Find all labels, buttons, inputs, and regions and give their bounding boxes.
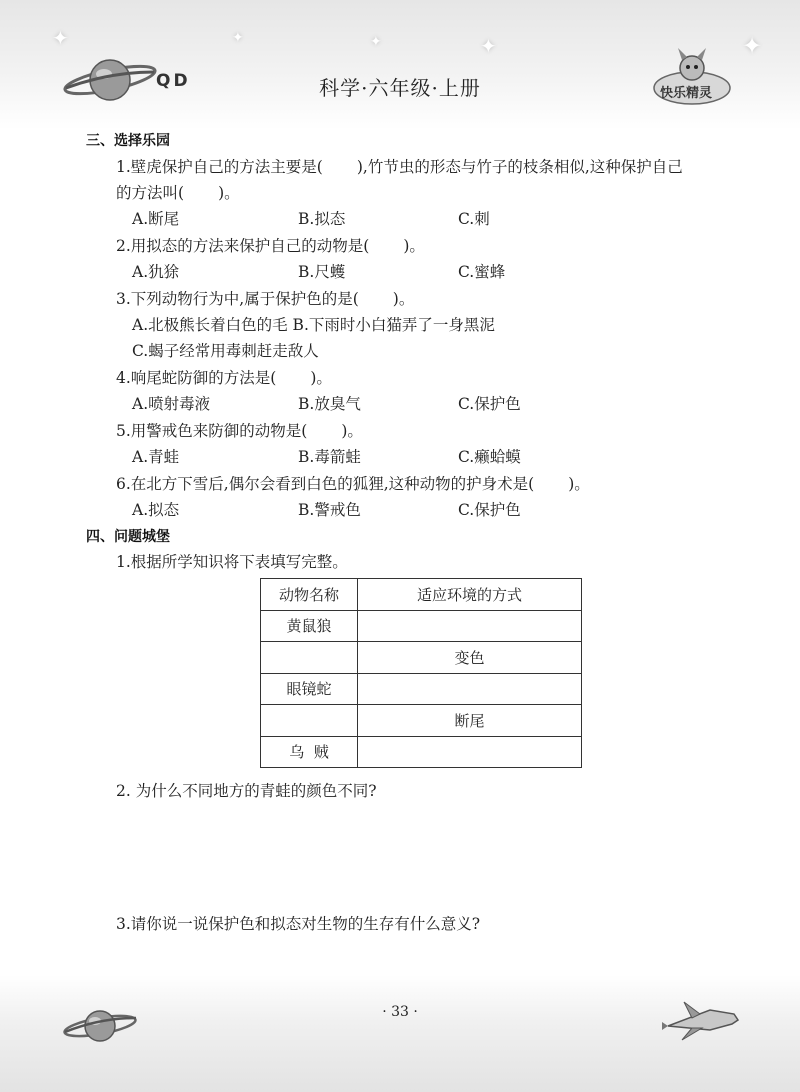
table-cell [261,642,358,674]
edition-label: QD [156,71,191,91]
table-header-animal: 动物名称 [261,579,358,611]
table-cell [261,705,358,737]
option-b: B.尺蠖 [298,263,346,281]
option-c: C.保护色 [458,395,521,413]
table-row [261,610,582,642]
question-6: 6.在北方下雪后,偶尔会看到白色的狐狸,这种动物的护身术是( )。 [116,475,590,493]
option-b: B.拟态 [298,210,346,228]
table-row [261,736,582,768]
option-c: C.癞蛤蟆 [458,448,521,466]
option-a: A.犰狳 [132,263,180,281]
table-cell: 乌 贼 [261,736,358,768]
table-cell [358,610,582,642]
question-2: 2.用拟态的方法来保护自己的动物是( )。 [116,237,425,255]
section4-title: 四、问题城堡 [86,529,170,545]
option-a: A.喷射毒液 [132,395,211,413]
table-cell: 黄鼠狼 [261,610,358,642]
star-icon: ✦ [232,30,244,46]
star-icon: ✦ [52,26,69,50]
option-b: B.放臭气 [298,395,361,413]
table-cell: 变色 [358,642,582,674]
option-c: C.保护色 [458,501,521,519]
table-header-row [261,579,582,611]
question-5: 5.用警戒色来防御的动物是( )。 [116,422,363,440]
adaptation-table [260,578,582,768]
question-4-2: 2. 为什么不同地方的青蛙的颜色不同? [116,782,377,800]
question-1-line1: 1.壁虎保护自己的方法主要是( ),竹节虫的形态与竹子的枝条相似,这种保护自己 [116,158,683,176]
option-c: C.蜜蜂 [458,263,506,281]
table-row [261,705,582,737]
table-cell [358,736,582,768]
star-icon: ✦ [480,34,497,58]
option-a: A.青蛙 [132,448,180,466]
brand-label: 快乐精灵 [660,86,713,101]
option-b: B.警戒色 [298,501,361,519]
table-cell: 断尾 [358,705,582,737]
space-shuttle-icon [662,996,742,1046]
question-4: 4.响尾蛇防御的方法是( )。 [116,369,332,387]
star-icon: ✦ [370,34,382,50]
table-row [261,673,582,705]
option-a: A.断尾 [132,210,180,228]
option-c: C.蝎子经常用毒刺赶走敌人 [132,342,319,360]
table-cell [358,673,582,705]
table-row [261,642,582,674]
question-1-line2: 的方法叫( )。 [116,184,240,202]
option-c: C.刺 [458,210,490,228]
question-4-3: 3.请你说一说保护色和拟态对生物的生存有什么意义? [116,915,481,933]
table-header-method: 适应环境的方式 [358,579,582,611]
question-4-1: 1.根据所学知识将下表填写完整。 [116,553,348,571]
option-b: B.毒箭蛙 [298,448,361,466]
question-3: 3.下列动物行为中,属于保护色的是( )。 [116,290,415,308]
star-icon: ✦ [742,32,763,60]
page-title: 科学·六年级·上册 [319,76,481,100]
page-number: · 33 · [382,1004,418,1020]
table-cell: 眼镜蛇 [261,673,358,705]
section3-title: 三、选择乐园 [86,133,170,149]
option-a: A.拟态 [132,501,180,519]
option-ab: A.北极熊长着白色的毛 B.下雨时小白猫弄了一身黑泥 [132,316,495,334]
